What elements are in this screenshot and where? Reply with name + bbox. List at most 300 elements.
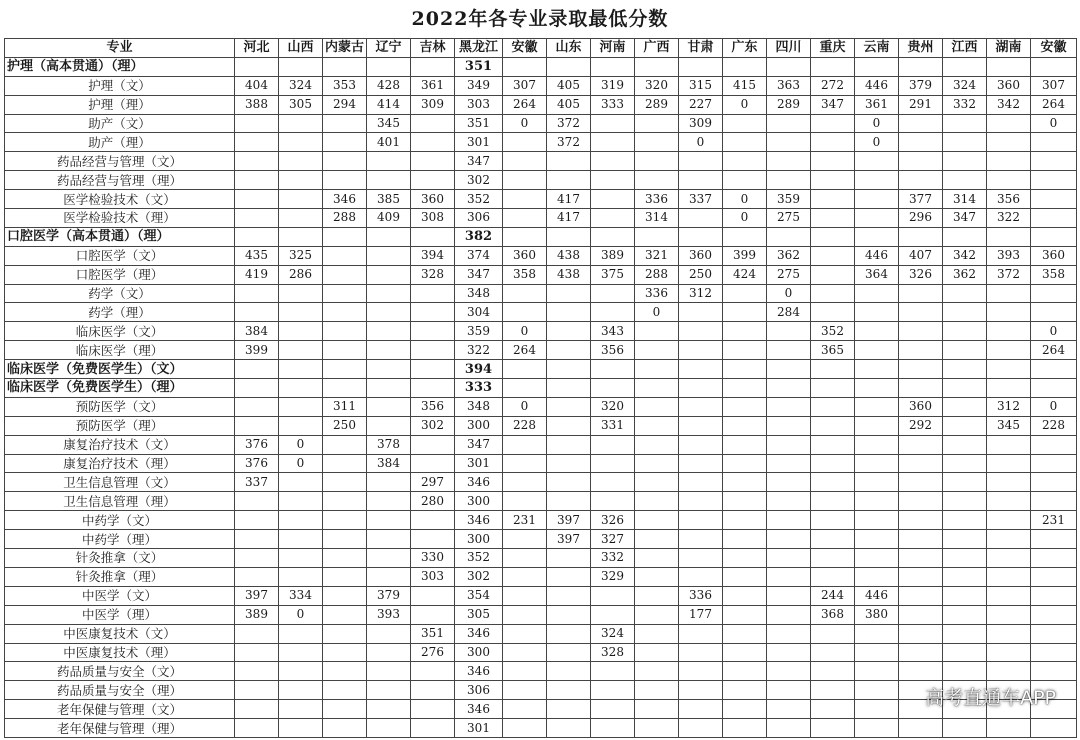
score-cell (899, 454, 943, 473)
score-cell (987, 152, 1031, 171)
score-cell: 368 (811, 605, 855, 624)
score-cell (987, 322, 1031, 341)
score-cell (503, 681, 547, 700)
score-cell (811, 435, 855, 454)
score-cell (899, 360, 943, 379)
score-cell (279, 171, 323, 190)
score-cell (855, 624, 899, 643)
score-cell (811, 719, 855, 738)
score-cell: 325 (279, 246, 323, 265)
score-cell: 352 (455, 549, 503, 568)
score-cell (811, 114, 855, 133)
score-cell (767, 567, 811, 586)
score-cell (899, 530, 943, 549)
score-cell (547, 360, 591, 379)
major-name: 康复治疗技术（文） (5, 435, 235, 454)
score-cell (591, 379, 635, 398)
score-cell: 336 (635, 284, 679, 303)
score-cell (1031, 303, 1077, 322)
score-cell: 275 (767, 265, 811, 284)
score-cell: 327 (591, 530, 635, 549)
score-cell: 345 (987, 416, 1031, 435)
score-cell (323, 360, 367, 379)
score-cell (855, 360, 899, 379)
score-cell (899, 549, 943, 568)
major-name: 临床医学（免费医学生）（理） (5, 379, 235, 398)
score-cell (1031, 549, 1077, 568)
score-cell (547, 605, 591, 624)
score-cell (679, 303, 723, 322)
major-name: 中药学（文） (5, 511, 235, 530)
score-cell (635, 511, 679, 530)
score-cell: 397 (235, 586, 279, 605)
score-cell (235, 152, 279, 171)
score-cell (235, 643, 279, 662)
major-name: 老年保健与管理（理） (5, 719, 235, 738)
score-cell: 393 (367, 605, 411, 624)
score-cell (1031, 190, 1077, 209)
score-cell: 0 (723, 190, 767, 209)
header-province: 黑龙江 (455, 39, 503, 58)
score-cell (279, 662, 323, 681)
score-cell (279, 511, 323, 530)
score-cell (591, 662, 635, 681)
score-cell (235, 397, 279, 416)
major-name: 药品经营与管理（文） (5, 152, 235, 171)
score-cell (503, 190, 547, 209)
score-cell: 348 (455, 397, 503, 416)
score-cell (1031, 530, 1077, 549)
score-cell (811, 530, 855, 549)
score-cell (767, 511, 811, 530)
score-cell (279, 209, 323, 228)
score-cell (323, 265, 367, 284)
score-cell (1031, 57, 1077, 76)
score-cell (323, 133, 367, 152)
score-cell: 352 (811, 322, 855, 341)
score-cell (899, 114, 943, 133)
score-cell: 446 (855, 246, 899, 265)
score-cell (723, 605, 767, 624)
score-cell (679, 209, 723, 228)
major-name: 老年保健与管理（文） (5, 700, 235, 719)
score-cell (1031, 719, 1077, 738)
score-cell (411, 681, 455, 700)
score-cell: 404 (235, 76, 279, 95)
score-cell (1031, 360, 1077, 379)
score-cell (943, 360, 987, 379)
score-cell (767, 435, 811, 454)
score-cell (547, 152, 591, 171)
score-cell (767, 530, 811, 549)
score-cell: 309 (679, 114, 723, 133)
score-cell: 362 (767, 246, 811, 265)
major-name: 中医学（文） (5, 586, 235, 605)
header-province: 河南 (591, 39, 635, 58)
score-cell (279, 379, 323, 398)
score-cell: 0 (723, 95, 767, 114)
score-cell (855, 341, 899, 360)
score-cell (503, 662, 547, 681)
score-cell (855, 416, 899, 435)
score-cell (679, 435, 723, 454)
score-cell (987, 341, 1031, 360)
score-cell: 332 (591, 549, 635, 568)
score-cell (943, 530, 987, 549)
score-cell: 326 (591, 511, 635, 530)
score-cell: 359 (455, 322, 503, 341)
score-cell: 347 (943, 209, 987, 228)
score-cell (503, 473, 547, 492)
score-cell (679, 719, 723, 738)
score-cell (987, 567, 1031, 586)
score-cell: 438 (547, 265, 591, 284)
score-cell (547, 700, 591, 719)
score-cell: 362 (943, 265, 987, 284)
score-cell (855, 57, 899, 76)
score-cell (679, 511, 723, 530)
score-cell (811, 246, 855, 265)
score-cell (547, 549, 591, 568)
table-row (5, 435, 1077, 454)
score-cell (723, 473, 767, 492)
header-province: 吉林 (411, 39, 455, 58)
score-cell: 360 (679, 246, 723, 265)
score-cell: 275 (767, 209, 811, 228)
score-cell: 356 (987, 190, 1031, 209)
score-cell (811, 681, 855, 700)
score-cell (679, 227, 723, 246)
table-row (5, 681, 1077, 700)
score-cell (943, 567, 987, 586)
score-cell (411, 114, 455, 133)
major-name: 药学（文） (5, 284, 235, 303)
score-cell (767, 57, 811, 76)
score-cell (1031, 492, 1077, 511)
score-cell (987, 303, 1031, 322)
score-cell: 0 (1031, 397, 1077, 416)
header-province: 四川 (767, 39, 811, 58)
score-cell (367, 265, 411, 284)
score-cell: 419 (235, 265, 279, 284)
score-cell (367, 681, 411, 700)
score-cell (811, 190, 855, 209)
score-cell: 342 (943, 246, 987, 265)
score-cell (635, 360, 679, 379)
major-name: 临床医学（免费医学生）（文） (5, 360, 235, 379)
score-cell (503, 624, 547, 643)
score-cell (811, 133, 855, 152)
score-cell (679, 379, 723, 398)
score-cell: 309 (411, 95, 455, 114)
score-cell (943, 719, 987, 738)
score-cell (943, 341, 987, 360)
score-cell (235, 624, 279, 643)
score-cell (943, 379, 987, 398)
score-cell: 359 (767, 190, 811, 209)
header-province: 山西 (279, 39, 323, 58)
score-cell (323, 114, 367, 133)
score-cell (899, 662, 943, 681)
score-cell (855, 662, 899, 681)
score-cell (723, 397, 767, 416)
table-row (5, 341, 1077, 360)
score-cell (723, 57, 767, 76)
score-cell (987, 643, 1031, 662)
score-cell (723, 681, 767, 700)
major-name: 中药学（理） (5, 530, 235, 549)
score-cell (679, 397, 723, 416)
score-cell: 319 (591, 76, 635, 95)
score-cell (503, 719, 547, 738)
score-cell (1031, 152, 1077, 171)
score-cell (367, 397, 411, 416)
score-cell (767, 171, 811, 190)
score-cell (723, 549, 767, 568)
score-cell (899, 133, 943, 152)
score-cell (323, 624, 367, 643)
score-cell: 320 (591, 397, 635, 416)
score-cell (899, 379, 943, 398)
score-cell (591, 586, 635, 605)
score-cell (811, 227, 855, 246)
score-cell (503, 379, 547, 398)
score-cell (279, 284, 323, 303)
score-cell (767, 152, 811, 171)
score-cell (767, 133, 811, 152)
score-cell (547, 303, 591, 322)
score-cell (367, 643, 411, 662)
score-cell (899, 284, 943, 303)
score-cell (899, 57, 943, 76)
score-cell: 360 (899, 397, 943, 416)
score-cell (323, 530, 367, 549)
score-cell: 358 (1031, 265, 1077, 284)
score-cell (855, 152, 899, 171)
score-cell (679, 341, 723, 360)
header-province: 安徽 (1031, 39, 1077, 58)
score-cell (411, 303, 455, 322)
score-cell (987, 719, 1031, 738)
score-cell (367, 624, 411, 643)
score-cell: 303 (455, 95, 503, 114)
score-cell (279, 133, 323, 152)
score-cell (591, 605, 635, 624)
score-cell (323, 549, 367, 568)
score-cell: 294 (323, 95, 367, 114)
score-cell (547, 567, 591, 586)
score-cell (547, 227, 591, 246)
score-cell (367, 567, 411, 586)
score-cell: 322 (455, 341, 503, 360)
score-cell (635, 586, 679, 605)
score-cell (635, 341, 679, 360)
score-cell (943, 284, 987, 303)
score-cell (943, 473, 987, 492)
score-cell: 349 (455, 76, 503, 95)
score-cell (1031, 473, 1077, 492)
score-cell (767, 322, 811, 341)
score-cell: 346 (455, 700, 503, 719)
score-cell (767, 492, 811, 511)
score-cell: 351 (455, 114, 503, 133)
table-row (5, 549, 1077, 568)
score-cell: 358 (503, 265, 547, 284)
score-cell (943, 492, 987, 511)
major-name: 临床医学（理） (5, 341, 235, 360)
score-cell: 0 (1031, 322, 1077, 341)
score-cell (235, 719, 279, 738)
score-cell (899, 227, 943, 246)
score-cell (411, 719, 455, 738)
score-cell (235, 549, 279, 568)
score-cell (235, 530, 279, 549)
score-cell: 312 (987, 397, 1031, 416)
header-province: 广西 (635, 39, 679, 58)
score-cell (591, 473, 635, 492)
score-cell (367, 530, 411, 549)
header-province: 重庆 (811, 39, 855, 58)
score-cell (323, 454, 367, 473)
score-cell (811, 360, 855, 379)
score-cell: 361 (411, 76, 455, 95)
score-cell (367, 171, 411, 190)
score-cell: 302 (411, 416, 455, 435)
score-cell (547, 454, 591, 473)
score-cell: 288 (635, 265, 679, 284)
score-cell (591, 435, 635, 454)
score-cell (503, 171, 547, 190)
score-cell (503, 435, 547, 454)
score-cell: 438 (547, 246, 591, 265)
score-cell (899, 511, 943, 530)
score-cell: 0 (503, 114, 547, 133)
score-cell: 0 (279, 454, 323, 473)
score-cell (723, 341, 767, 360)
score-cell (679, 700, 723, 719)
score-cell (855, 435, 899, 454)
score-cell: 228 (1031, 416, 1077, 435)
score-cell: 360 (1031, 246, 1077, 265)
major-name: 卫生信息管理（文） (5, 473, 235, 492)
score-cell (723, 454, 767, 473)
score-cell (943, 643, 987, 662)
header-province: 湖南 (987, 39, 1031, 58)
score-cell: 0 (279, 605, 323, 624)
score-cell (811, 567, 855, 586)
score-cell (235, 681, 279, 700)
header-province: 山东 (547, 39, 591, 58)
score-cell: 351 (455, 57, 503, 76)
score-cell (547, 322, 591, 341)
score-cell (723, 662, 767, 681)
score-cell: 361 (855, 95, 899, 114)
score-cell (987, 171, 1031, 190)
score-cell (767, 227, 811, 246)
score-cell (323, 435, 367, 454)
score-cell: 284 (767, 303, 811, 322)
score-cell (811, 662, 855, 681)
score-cell (411, 152, 455, 171)
score-cell (279, 643, 323, 662)
score-cell (723, 416, 767, 435)
score-cell (1031, 605, 1077, 624)
score-cell (1031, 454, 1077, 473)
score-cell: 328 (591, 643, 635, 662)
score-cell (503, 549, 547, 568)
score-cell (323, 171, 367, 190)
score-table (4, 38, 1077, 738)
score-cell: 300 (455, 416, 503, 435)
score-cell: 300 (455, 492, 503, 511)
score-cell: 334 (279, 586, 323, 605)
score-cell (323, 492, 367, 511)
score-cell (547, 681, 591, 700)
score-cell (679, 454, 723, 473)
score-cell (723, 586, 767, 605)
table-row (5, 397, 1077, 416)
score-cell: 302 (455, 171, 503, 190)
score-cell: 304 (455, 303, 503, 322)
score-cell (279, 57, 323, 76)
score-cell (591, 303, 635, 322)
score-cell (987, 624, 1031, 643)
score-cell (767, 397, 811, 416)
score-cell: 435 (235, 246, 279, 265)
score-cell: 331 (591, 416, 635, 435)
score-cell (367, 152, 411, 171)
score-cell (987, 473, 1031, 492)
score-cell: 356 (411, 397, 455, 416)
score-cell (235, 360, 279, 379)
score-cell (723, 114, 767, 133)
score-cell: 264 (503, 341, 547, 360)
score-cell (411, 379, 455, 398)
score-cell (635, 133, 679, 152)
score-cell (987, 435, 1031, 454)
score-cell: 397 (547, 530, 591, 549)
score-cell: 311 (323, 397, 367, 416)
score-cell: 399 (235, 341, 279, 360)
score-cell (235, 284, 279, 303)
score-cell: 0 (855, 133, 899, 152)
score-cell (503, 605, 547, 624)
score-cell (411, 700, 455, 719)
score-cell: 397 (547, 511, 591, 530)
score-cell (279, 114, 323, 133)
table-row (5, 246, 1077, 265)
score-cell: 394 (411, 246, 455, 265)
score-cell: 314 (943, 190, 987, 209)
score-cell: 0 (503, 322, 547, 341)
major-name: 护理（高本贯通）（理） (5, 57, 235, 76)
score-cell: 289 (635, 95, 679, 114)
header-province: 辽宁 (367, 39, 411, 58)
score-cell (503, 209, 547, 228)
major-name: 中医康复技术（文） (5, 624, 235, 643)
major-name: 中医康复技术（理） (5, 643, 235, 662)
score-cell (547, 397, 591, 416)
score-cell: 376 (235, 454, 279, 473)
score-cell (943, 322, 987, 341)
score-cell: 346 (455, 511, 503, 530)
score-cell (811, 265, 855, 284)
score-cell (811, 379, 855, 398)
score-cell (899, 719, 943, 738)
table-row (5, 322, 1077, 341)
score-cell: 417 (547, 209, 591, 228)
score-cell (323, 681, 367, 700)
